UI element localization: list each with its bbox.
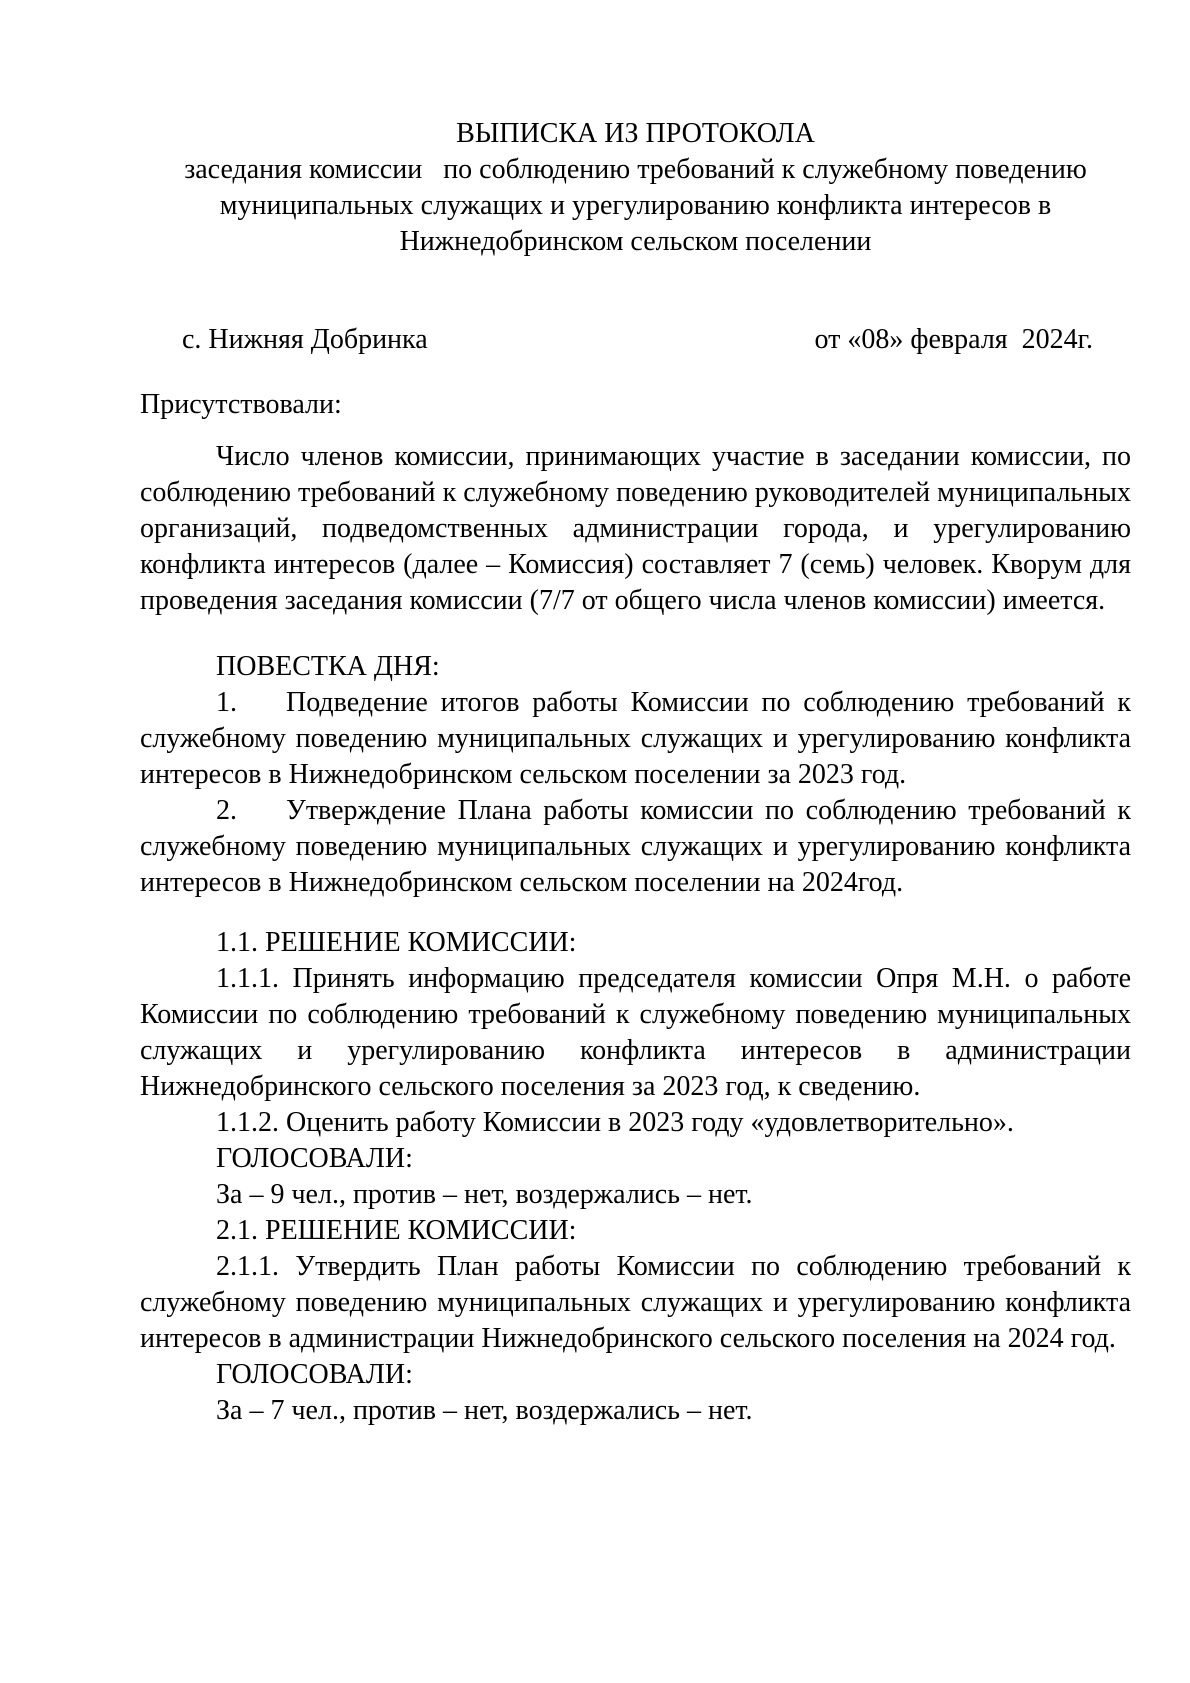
place-name: с. Нижняя Добринка [182,324,428,355]
document-title: ВЫПИСКА ИЗ ПРОТОКОЛА [456,118,815,149]
decision-2-voted-label: ГОЛОСОВАЛИ: [216,1359,413,1390]
decision-2-vote-result: За – 7 чел., против – нет, воздержались – нет. [216,1395,753,1426]
present-label: Присутствовали: [140,389,342,420]
decision-section-1 [140,925,1131,1213]
place-date-row [140,322,1131,358]
agenda-item-1 [140,685,1131,793]
decision-1-vote-result: За – 9 чел., против – нет, воздержались – нет. [216,1179,753,1210]
decision-2-paragraph-1: 2.1.1. Утвердить План работы Комиссии по соблюдению требований к служебному поведению муниципальных служащих и урегулированию конфликта интересов в администрации Нижнедобринского сельского поселения на 2024 год. [140,1251,1131,1354]
agenda-item-1-text: Подведение итогов работы Комиссии по соблюдению требований к служебному поведению муниципальных служащих и урегулированию конфликта интересов в Нижнедобринском сельском поселении за 2023 год. [140,687,1131,790]
agenda-item-2 [140,793,1131,901]
decision-1-paragraph-1: 1.1.1. Принять информацию председателя комиссии Опря М.Н. о работе Комиссии по соблюдению требований к служебному поведению муниципальных служащих и урегулированию конфликта интересов в администрации Нижнедобринского сельского поселения за 2023 год, к сведению. [140,963,1131,1102]
agenda-item-1-number: 1. [216,687,237,718]
agenda-item-2-number: 2. [216,795,237,826]
quorum-paragraph: Число членов комиссии, принимающих участие в заседании комиссии, по соблюдению требований к служебному поведению руководителей муниципальных организаций, подведомственных администрации города, и урегулированию конфликта интересов (далее – Комиссия) составляет 7 (семь) человек. Кворум для проведения заседания комиссии (7/7 от общего числа членов комиссии) имеется. [140,441,1131,616]
agenda-item-2-text: Утверждение Плана работы комиссии по соблюдению требований к служебному поведению муниципальных служащих и урегулированию конфликта интересов в Нижнедобринском сельском поселении на 2024год. [140,795,1131,898]
document-subtitle: заседания комиссии по соблюдению требований к служебному поведению муниципальных служащих и урегулированию конфликта интересов в Нижнедобринском сельском поселении [184,154,1094,257]
decision-1-paragraph-2: 1.1.2. Оценить работу Комиссии в 2023 году «удовлетворительно». [216,1107,1014,1138]
decision-1-voted-label: ГОЛОСОВАЛИ: [216,1143,413,1174]
document-date: от «08» февраля 2024г. [814,324,1093,355]
decision-2-heading: 2.1. РЕШЕНИЕ КОМИССИИ: [216,1215,577,1246]
agenda-heading: ПОВЕСТКА ДНЯ: [216,651,440,682]
decision-section-2 [140,1213,1131,1429]
decision-1-heading: 1.1. РЕШЕНИЕ КОМИССИИ: [216,927,577,958]
